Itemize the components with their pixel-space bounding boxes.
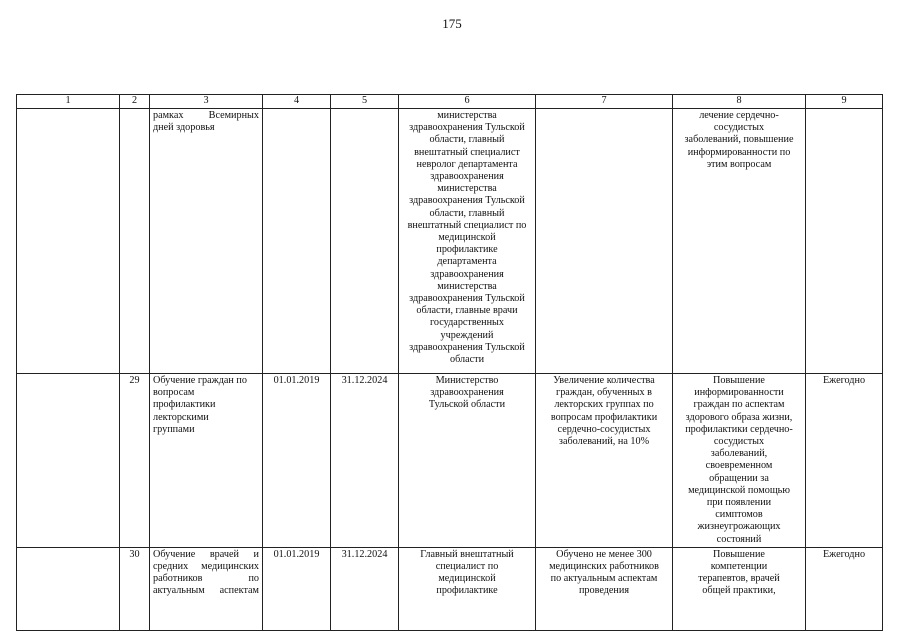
text-line: обращении за — [709, 472, 769, 484]
header-col-3: 3 — [150, 95, 263, 109]
cell-executor — [399, 109, 536, 374]
text-line: при появлении — [706, 497, 772, 509]
text-line: проведения — [578, 585, 630, 597]
text-line: Тульской области — [428, 399, 506, 411]
text-line: информированности — [694, 387, 784, 399]
header-col-8: 8 — [673, 95, 806, 109]
header-col-9: 9 — [806, 95, 883, 109]
table-row — [17, 109, 883, 374]
cell-effect — [673, 547, 806, 630]
text-line: Повышение — [713, 375, 765, 386]
header-col-2: 2 — [120, 95, 150, 109]
cell-executor — [399, 547, 536, 630]
cell-start-date: 01.01.2019 — [263, 374, 331, 548]
text-line: своевременном — [705, 460, 773, 472]
text-line: Обучение врачей и — [153, 548, 259, 560]
cell-period — [806, 109, 883, 374]
cell-measure-name — [150, 109, 263, 374]
text-line: симптомов — [715, 509, 763, 521]
text-line: министерства — [437, 110, 497, 121]
text-line: области, главный — [429, 207, 505, 219]
text-line: состояний — [716, 533, 762, 545]
cell-effect — [673, 109, 806, 374]
text-line: сосудистых — [713, 436, 765, 448]
cell-period: Ежегодно — [806, 547, 883, 630]
text-line: министерства — [437, 183, 497, 195]
header-col-6: 6 — [399, 95, 536, 109]
text-line: дней здоровья — [153, 122, 215, 134]
text-line: профилактике — [436, 585, 498, 597]
text-line: работников по — [153, 573, 259, 585]
text-line: медицинской — [438, 573, 496, 585]
header-col-7: 7 — [536, 95, 673, 109]
cell-number: 30 — [120, 547, 150, 630]
cell-expected-result — [536, 109, 673, 374]
text-line: вопросам — [153, 387, 195, 399]
text-line: здравоохранения Тульской — [409, 195, 525, 207]
text-line: лекторских группах по — [554, 399, 654, 411]
cell-expected-result — [536, 374, 673, 548]
cell-col1 — [17, 547, 120, 630]
text-line: здравоохранения — [430, 171, 504, 183]
text-line: медицинской — [438, 232, 496, 244]
text-line: лекторскими — [153, 411, 209, 423]
text-line: граждан, обученных в — [556, 387, 652, 399]
header-col-1: 1 — [17, 95, 120, 109]
cell-start-date: 01.01.2019 — [263, 547, 331, 630]
text-line: информированности по — [687, 146, 791, 158]
text-line: лечение сердечно- — [699, 110, 779, 121]
text-line: компетенции — [710, 561, 768, 573]
cell-number: 29 — [120, 374, 150, 548]
text-line: здравоохранения — [430, 268, 504, 280]
page-number: 175 — [442, 16, 462, 31]
text-line: здравоохранения Тульской — [409, 293, 525, 305]
text-line: актуальным аспектам — [153, 585, 259, 597]
table-row — [17, 547, 883, 630]
text-line: Главный внештатный — [420, 548, 514, 560]
text-line: профилактики сердечно- — [685, 423, 793, 435]
text-line: министерства — [437, 280, 497, 292]
cell-expected-result — [536, 547, 673, 630]
text-line: терапевтов, врачей — [698, 573, 780, 585]
cell-number — [120, 109, 150, 374]
text-line: здравоохранения — [430, 387, 504, 399]
header-col-5: 5 — [331, 95, 399, 109]
text-line: профилактике — [436, 244, 498, 256]
cell-end-date: 31.12.2024 — [331, 547, 399, 630]
text-line: группами — [153, 423, 195, 435]
text-line: по актуальным аспектам — [550, 573, 658, 585]
text-line: заболеваний, повышение — [684, 134, 794, 146]
cell-effect — [673, 374, 806, 548]
text-line: вопросам профилактики — [550, 411, 658, 423]
text-line: граждан по аспектам — [693, 399, 785, 411]
text-line: этим вопросам — [706, 158, 772, 170]
text-line: сердечно-сосудистых — [557, 423, 651, 435]
text-line: области, главный — [429, 134, 505, 146]
text-line: сосудистых — [713, 122, 765, 134]
cell-col1 — [17, 109, 120, 374]
cell-measure-name — [150, 374, 263, 548]
text-line: заболеваний, на 10% — [558, 436, 650, 448]
text-line: здорового образа жизни, — [685, 411, 793, 423]
text-line: департамента — [437, 256, 497, 268]
cell-executor — [399, 374, 536, 548]
text-line: рамках Всемирных — [153, 110, 259, 121]
cell-end-date — [331, 109, 399, 374]
text-line: медицинских работников — [549, 561, 659, 573]
cell-col1 — [17, 374, 120, 548]
text-line: специалист по — [435, 561, 499, 573]
text-line: невролог департамента — [416, 158, 518, 170]
text-line: государственных — [430, 317, 504, 329]
cell-measure-name — [150, 547, 263, 630]
text-line: медицинской помощью — [688, 484, 790, 496]
text-line: здравоохранения Тульской — [409, 341, 525, 353]
text-line: внештатный специалист — [414, 146, 520, 158]
text-line: средних медицинских — [153, 561, 259, 573]
text-line: Обучено не менее 300 — [556, 548, 652, 560]
text-line: Повышение — [713, 548, 765, 560]
text-line: Министерство — [435, 375, 499, 386]
header-col-4: 4 — [263, 95, 331, 109]
text-line: области, главные врачи — [416, 305, 518, 317]
measures-table — [16, 94, 883, 631]
table-row — [17, 374, 883, 548]
text-line: профилактики — [153, 399, 216, 411]
header-row — [17, 95, 883, 109]
text-line: области — [449, 354, 485, 366]
cell-period: Ежегодно — [806, 374, 883, 548]
text-line: общей практики, — [702, 585, 776, 597]
text-line: Увеличение количества — [553, 375, 655, 386]
text-line: учреждений — [440, 329, 494, 341]
text-line: внештатный специалист по — [407, 219, 527, 231]
text-line: Обучение граждан по — [153, 375, 247, 386]
cell-start-date — [263, 109, 331, 374]
text-line: здравоохранения Тульской — [409, 122, 525, 134]
text-line: заболеваний, — [710, 448, 768, 460]
text-line: жизнеугрожающих — [697, 521, 781, 533]
cell-end-date: 31.12.2024 — [331, 374, 399, 548]
